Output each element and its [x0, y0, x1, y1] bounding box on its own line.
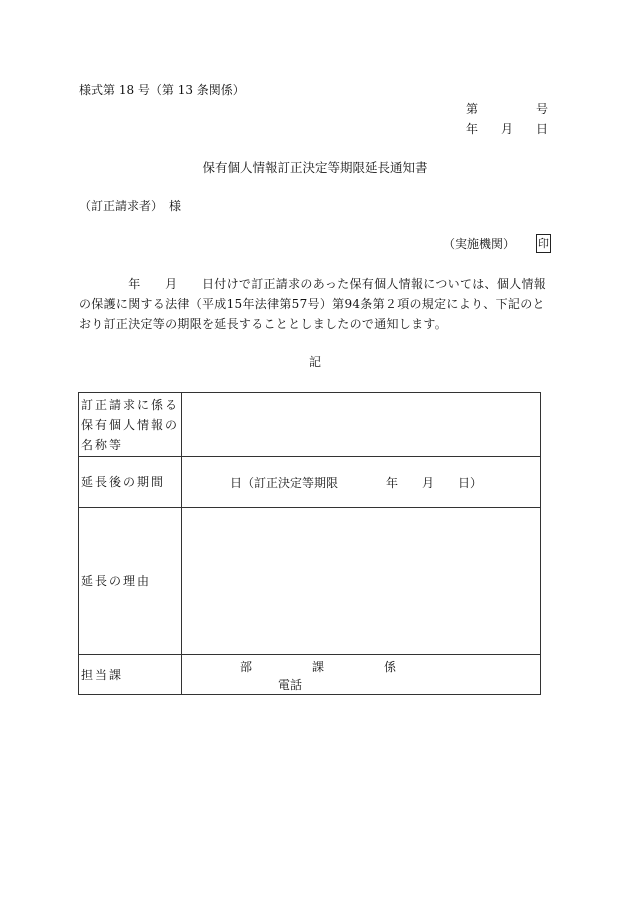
- number-suffix: 号: [535, 102, 548, 116]
- agency-label: （実施機関）: [443, 237, 516, 251]
- year-label: 年: [466, 122, 479, 136]
- department-units: 部 課 係: [240, 660, 397, 674]
- extension-reason-value-cell: [182, 508, 541, 655]
- info-name-label: 訂正請求に係る保有個人情報の名称等: [79, 393, 182, 457]
- extension-reason-label: 延長の理由: [79, 508, 182, 655]
- department-label: 担当課: [79, 655, 182, 695]
- month-label: 月: [500, 122, 513, 136]
- detail-table: [78, 392, 541, 695]
- table-row: [79, 393, 541, 457]
- department-value-cell: [182, 655, 541, 695]
- extended-period-label: 延長後の期間: [79, 457, 182, 508]
- ki-heading: 記: [308, 355, 321, 369]
- date-line: [466, 121, 548, 137]
- info-name-value-cell: [182, 393, 541, 457]
- number-prefix: 第: [466, 102, 479, 116]
- day-label: 日: [535, 122, 548, 136]
- extended-period-value: 日（訂正決定等期限 年 月 日）: [182, 457, 541, 508]
- table-row: [79, 508, 541, 655]
- addressee-line: （訂正請求者） 様: [79, 199, 182, 213]
- body-paragraph: 年 月 日付けで訂正請求のあった保有個人情報については、個人情報の保護に関する法律（平成15年法律第57号）第94条第２項の規定により、下記のとおり訂正決定等の期限を延長することとしましたので通知します。: [79, 277, 547, 331]
- phone-label: 電話: [278, 678, 303, 692]
- table-row: [79, 457, 541, 508]
- form-number-label: 様式第 18 号（第 13 条関係）: [79, 83, 245, 97]
- document-number-line: [466, 101, 548, 117]
- document-title: 保有個人情報訂正決定等期限延長通知書: [202, 160, 428, 175]
- table-row: [79, 655, 541, 695]
- seal-box: 印: [536, 234, 551, 253]
